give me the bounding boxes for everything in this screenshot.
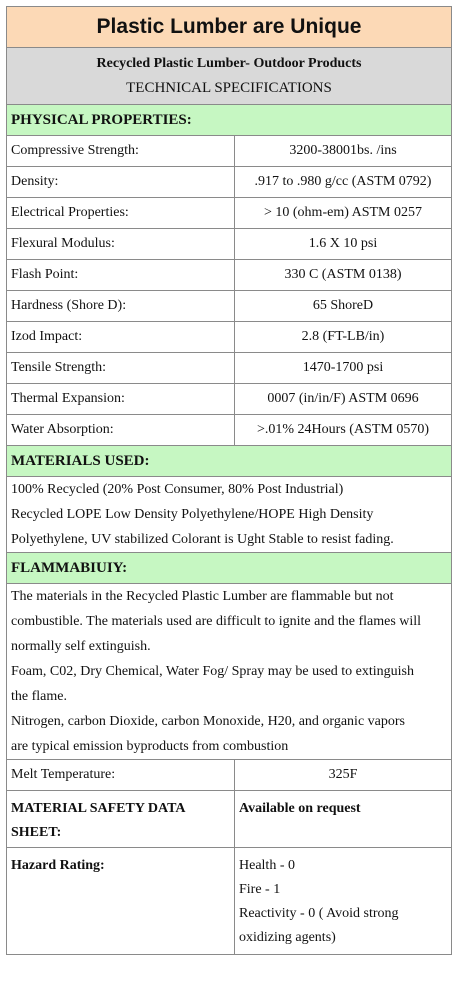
hazard-line: Reactivity - 0 ( Avoid strong: [239, 906, 399, 921]
property-row: [7, 291, 452, 322]
property-value: 330 C (ASTM 0138): [235, 260, 452, 291]
materials-line: Recycled LOPE Low Density Polyethylene/HOPE High Density: [11, 507, 374, 522]
materials-line: Polyethylene, UV stabilized Colorant is Ught Stable to resist fading.: [11, 532, 394, 547]
page-title: Plastic Lumber are Unique: [7, 7, 452, 48]
flammability-line: are typical emission byproducts from combustion: [11, 739, 289, 754]
property-label: Tensile Strength:: [7, 353, 235, 384]
flammability-line: the flame.: [11, 689, 67, 704]
property-value: > 10 (ohm-em) ASTM 0257: [235, 198, 452, 229]
property-value: 1470-1700 psi: [235, 353, 452, 384]
materials-description: [7, 477, 452, 553]
hazard-line: oxidizing agents): [239, 930, 336, 945]
property-value: 3200-38001bs. /ins: [235, 136, 452, 167]
property-label: Density:: [7, 167, 235, 198]
hazard-label: Hazard Rating:: [7, 848, 235, 955]
section-physical-properties: PHYSICAL PROPERTIES:: [7, 105, 452, 136]
melt-temperature-label: Melt Temperature:: [7, 760, 235, 791]
subtitle-block: [7, 48, 452, 105]
hazard-line: Health - 0: [239, 858, 295, 873]
property-row: [7, 322, 452, 353]
property-row: [7, 198, 452, 229]
property-row: [7, 167, 452, 198]
property-label: Thermal Expansion:: [7, 384, 235, 415]
msds-value: Available on request: [235, 791, 452, 848]
property-value: 0007 (in/in/F) ASTM 0696: [235, 384, 452, 415]
subtitle-specs: TECHNICAL SPECIFICATIONS: [126, 80, 332, 96]
hazard-line: Fire - 1: [239, 882, 281, 897]
property-label: Flexural Modulus:: [7, 229, 235, 260]
property-label: Izod Impact:: [7, 322, 235, 353]
msds-label: [7, 791, 235, 848]
flammability-line: combustible. The materials used are difficult to ignite and the flames will: [11, 614, 422, 629]
property-value: 1.6 X 10 psi: [235, 229, 452, 260]
property-row: [7, 415, 452, 446]
property-label: Compressive Strength:: [7, 136, 235, 167]
property-value: 65 ShoreD: [235, 291, 452, 322]
property-value: 2.8 (FT-LB/in): [235, 322, 452, 353]
property-row: [7, 229, 452, 260]
spec-table: [6, 6, 452, 955]
msds-label-line: MATERIAL SAFETY DATA: [11, 801, 186, 816]
hazard-row: [7, 848, 452, 955]
section-flammability: FLAMMABIUIY:: [7, 553, 452, 584]
flammability-line: The materials in the Recycled Plastic Lumber are flammable but not: [11, 589, 394, 604]
property-label: Water Absorption:: [7, 415, 235, 446]
melt-temperature-row: [7, 760, 452, 791]
flammability-description: [7, 584, 452, 760]
property-label: Flash Point:: [7, 260, 235, 291]
materials-line: 100% Recycled (20% Post Consumer, 80% Post Industrial): [11, 482, 344, 497]
flammability-line: Nitrogen, carbon Dioxide, carbon Monoxide, H20, and organic vapors: [11, 714, 405, 729]
property-row: [7, 384, 452, 415]
subtitle-product: Recycled Plastic Lumber- Outdoor Products: [96, 56, 362, 71]
msds-row: [7, 791, 452, 848]
msds-label-line: SHEET:: [11, 825, 62, 840]
property-value: >.01% 24Hours (ASTM 0570): [235, 415, 452, 446]
property-label: Hardness (Shore D):: [7, 291, 235, 322]
property-value: .917 to .980 g/cc (ASTM 0792): [235, 167, 452, 198]
melt-temperature-value: 325F: [235, 760, 452, 791]
property-label: Electrical Properties:: [7, 198, 235, 229]
property-row: [7, 353, 452, 384]
property-row: [7, 260, 452, 291]
hazard-ratings: [235, 848, 452, 955]
property-row: [7, 136, 452, 167]
flammability-line: normally self extinguish.: [11, 639, 151, 654]
section-materials-used: MATERIALS USED:: [7, 446, 452, 477]
flammability-line: Foam, C02, Dry Chemical, Water Fog/ Spray may be used to extinguish: [11, 664, 415, 679]
